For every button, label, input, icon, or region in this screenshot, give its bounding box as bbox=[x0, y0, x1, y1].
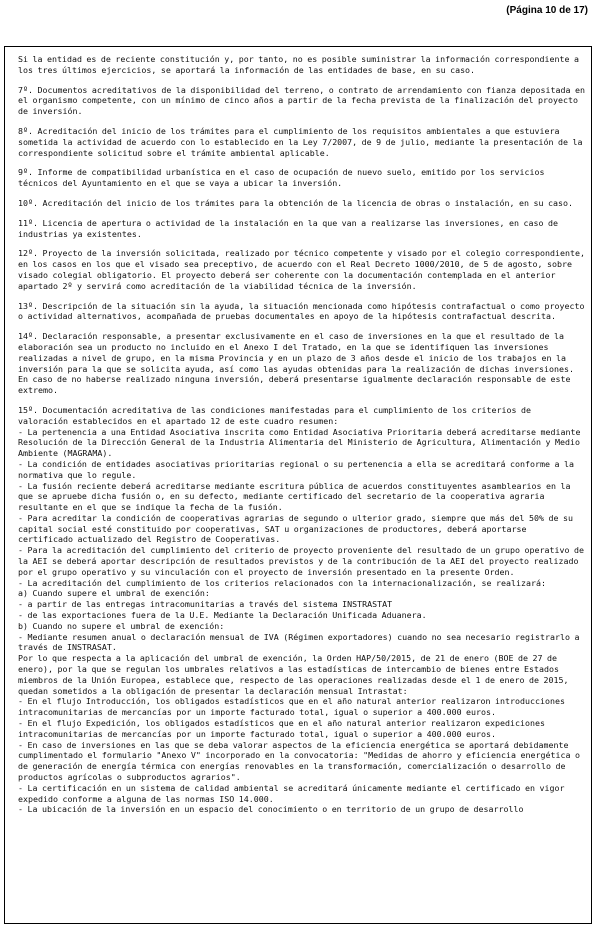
paragraph-11: 11º. Licencia de apertura o actividad de la instalación en la que van a realizarse las inversiones, en caso de industrias ya existentes. bbox=[18, 217, 558, 239]
document-body bbox=[4, 46, 592, 924]
paragraph-9: 9º. Informe de compatibilidad urbanística en el caso de ocupación de nuevo suelo, emitido por los servicios técnicos del Ayuntamiento en el que se vaya a ubicar la inversión. bbox=[18, 167, 545, 189]
paragraph-10: 10º. Acreditación del inicio de los trámites para la obtención de la licencia de obras o instalación, en su caso. bbox=[18, 197, 573, 208]
paragraph-13: 13º. Descripción de la situación sin la ayuda, la situación mencionada como hipótesis contrafactual o como proyecto o actividad alternativos, acompañada de pruebas documentales en apoyo de la hipótesis contrafactual descrita. bbox=[18, 300, 585, 322]
paragraph-7: 7º. Documentos acreditativos de la disponibilidad del terreno, o contrato de arrendamiento con fianza depositada en el organismo competente, con un mínimo de cinco años a partir de la fecha prevista de la finalización del proyecto de inversión. bbox=[18, 84, 585, 117]
page-number-label: (Página 10 de 17) bbox=[506, 5, 588, 16]
paragraph-12: 12º. Proyecto de la inversión solicitada, realizado por técnico competente y visado por el colegio correspondiente, en los casos en los que el visado sea preceptivo, de acuerdo con el Real Decreto 1000/2010, de 5 de agosto, sobre visado colegial obligatorio. El proyecto deberá ser coherente con la documentación contemplada en el anterior apartado 2º y servirá como acreditación de la viabilidad técnica de la inversión. bbox=[18, 248, 585, 291]
paragraph-intro: Si la entidad es de reciente constitución y, por tanto, no es posible suministrar la información correspondiente a los tres últimos ejercicios, se aportará la información de las entidades de base, en su caso. bbox=[18, 54, 579, 75]
paragraph-14: 14º. Declaración responsable, a presentar exclusivamente en el caso de inversiones en la que el resultado de la elaboración sea un producto no incluido en el Anexo I del Tratado, en la que se identifiquen las inversiones realizadas a nivel de grupo, en la misma Provincia y en un plazo de 3 años desde el inicio de los trabajos en la inversión para la que se solicita ayuda, así como las ayudas obtenidas para la realización de dichas inversiones. En caso de no haberse realizado ninguna inversión, deberá presentarse igualmente declaración responsable de este extremo. bbox=[18, 331, 574, 396]
paragraph-15: 15º. Documentación acreditativa de las condiciones manifestadas para el cumplimiento de los criterios de valoración establecidos en el apartado 12 de este cuadro resumen: - La pertenencia a una Entidad Asociativa inscrita como Entidad Asociativa Prioritaria deberá acreditarse mediante Resolución de la Dirección General de la Industria Alimentaria del Ministerio de Agricultura, Alimentación y Medio Ambiente (MAGRAMA). - La condición de entidades asociativas prioritarias regional o su pertenencia a ella se acreditará conforme a la normativa que lo regule. - La fusión reciente deberá acreditarse mediante escritura pública de acuerdos constituyentes asamblearios en la que se apruebe dicha fusión o, en su defecto, mediante certificado del secretario de la cooperativa agraria resultante en el que se indique la fecha de la fusión. - Para acreditar la condición de cooperativas agrarias de segundo o ulterior grado, siempre que más del 50% de su capital social esté constituido por cooperativas, SAT u organizaciones de productores, deberá aportarse certificado actualizado del Registro de Cooperativas. - Para la acreditación del cumplimiento del criterio de proyecto proveniente del resultado de un grupo operativo de la AEI se deberá aportar descripción de resultados previstos y de la contribución de la AEI del proyecto realizado por el grupo operativo y su vinculación con el proyecto de inversión presentado en la presente Orden. - La acreditación del cumplimiento de los criterios relacionados con la internacionalización, se realizará: a) Cuando supere el umbral de exención: - a partir de las entregas intracomunitarias a través del sistema INSTRASTAT - de las exportaciones fuera de la U.E. Mediante la Declaración Unificada Aduanera. b) Cuando no supere el umbral de exención: - Mediante resumen anual o declaración mensual de IVA (Régimen exportadores) cuando no sea necesario registrarlo a través de INSTRASAT. Por lo que respecta a la aplicación del umbral de exención, la Orden HAP/50/2015, de 21 de enero (BOE de 27 de enero), por la que se regulan los umbrales relativos a las estadísticas de intercambio de bienes entre Estados miembros de la Unión Europea, establece que, respecto de las operaciones realizadas desde el 1 de enero de 2015, quedan sometidos a la obligación de presentar la declaración mensual Intrastat: - En el flujo Introducción, los obligados estadísticos que en el año natural anterior realizaron introducciones intracomunitarias de mercancías por un importe facturado total, igual o superior a 400.000 euros. - En el flujo Expedición, los obligados estadísticos que en el año natural anterior realizaron expediciones intracomunitarias de mercancías por un importe facturado total, igual o superior a 400.000 euros. - En caso de inversiones en las que se deba valorar aspectos de la eficiencia energética se aportará debidamente cumplimentado el formulario "Anexo V" incorporado en la convocatoria: "Medidas de ahorro y eficiencia energética o de generación de energía térmica con energías renovables en la transformación, comercialización o desarrollo de productos agrícolas o subproductos agrarios". - La certificación en un sistema de calidad ambiental se acreditará únicamente mediante el certificado en vigor expedido conforme a alguna de las normas ISO 14.000. - La ubicación de la inversión en un espacio del conocimiento o en territorio de un grupo de desarrollo bbox=[18, 404, 584, 815]
paragraph-8: 8º. Acreditación del inicio de los trámites para el cumplimiento de los requisitos ambientales a que estuviera sometida la actividad de acuerdo con lo establecido en la Ley 7/2007, de 9 de julio, mediante la presentación de la correspondiente solicitud sobre el trámite ambiental aplicable. bbox=[18, 125, 583, 158]
